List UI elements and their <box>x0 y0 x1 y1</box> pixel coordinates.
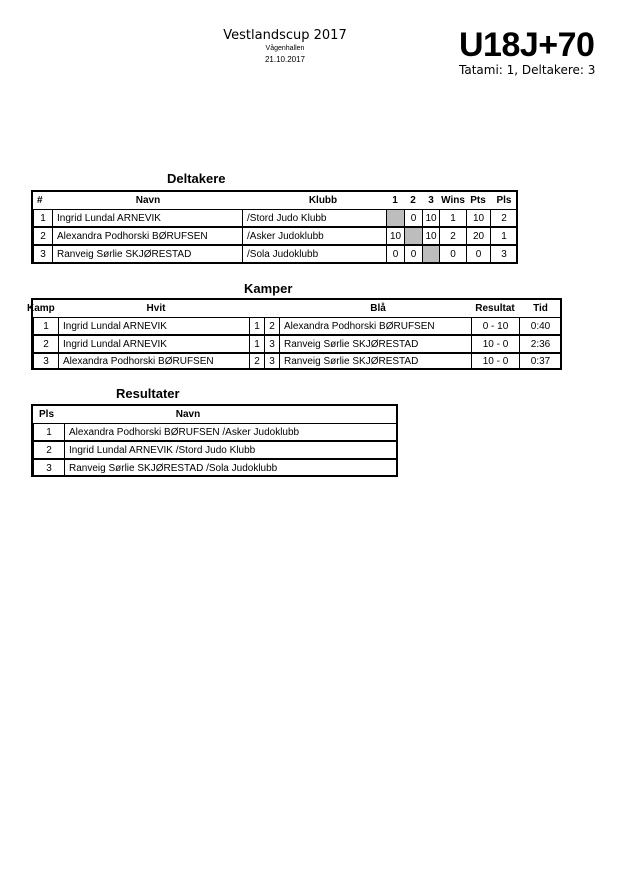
header-pts: Pts <box>470 195 486 206</box>
result-placement: 2 <box>33 441 65 459</box>
blue-fighter: Ranveig Sørlie SKJØRESTAD <box>279 353 472 370</box>
points: 0 <box>466 245 491 263</box>
header-pls: Pls <box>496 195 512 206</box>
participant-name: Alexandra Podhorski BØRUFSEN <box>52 227 243 245</box>
wins: 1 <box>439 209 467 227</box>
points: 20 <box>466 227 491 245</box>
matches-heading: Kamper <box>244 281 293 296</box>
blue-number: 2 <box>264 317 280 335</box>
row-num: 2 <box>33 227 53 245</box>
result-name: Ranveig Sørlie SKJØRESTAD /Sola Judoklubb <box>64 459 398 477</box>
results-table <box>31 404 398 477</box>
row-num: 1 <box>33 209 53 227</box>
score-c2: 0 <box>404 209 423 227</box>
match-num: 1 <box>33 317 59 335</box>
participant-name: Ranveig Sørlie SKJØRESTAD <box>52 245 243 263</box>
participants-header-row <box>33 192 516 209</box>
match-time: 0:40 <box>519 317 562 335</box>
participant-club: /Stord Judo Klubb <box>242 209 387 227</box>
table-row <box>33 335 560 353</box>
venue: Vågenhallen <box>265 45 305 52</box>
wins: 2 <box>439 227 467 245</box>
blue-number: 3 <box>264 335 280 353</box>
result-name: Alexandra Podhorski BØRUFSEN /Asker Judoklubb <box>64 423 398 441</box>
table-row <box>33 227 516 245</box>
header-match-num: Kamp <box>27 303 55 314</box>
white-number: 1 <box>249 317 265 335</box>
category-title: U18J+70 <box>459 26 595 64</box>
header-pls: Pls <box>39 409 55 420</box>
header-blue: Blå <box>370 303 386 314</box>
white-number: 2 <box>249 353 265 370</box>
table-row <box>33 353 560 370</box>
wins: 0 <box>439 245 467 263</box>
row-num: 3 <box>33 245 53 263</box>
score-c1: 0 <box>386 245 405 263</box>
tournament-title: Vestlandscup 2017 <box>223 28 347 43</box>
table-row <box>33 317 560 335</box>
header-num: # <box>37 195 43 206</box>
match-result: 0 - 10 <box>471 317 520 335</box>
header-club: Klubb <box>308 195 338 206</box>
participant-club: /Sola Judoklubb <box>242 245 387 263</box>
header-c1: 1 <box>392 195 398 206</box>
participant-club: /Asker Judoklubb <box>242 227 387 245</box>
score-c1: 10 <box>386 227 405 245</box>
score-c3: 10 <box>422 209 440 227</box>
score-c3 <box>422 245 440 263</box>
placement: 1 <box>490 227 518 245</box>
placement: 2 <box>490 209 518 227</box>
header-c3: 3 <box>428 195 434 206</box>
event-date: 21.10.2017 <box>264 55 306 64</box>
score-c3: 10 <box>422 227 440 245</box>
participants-heading: Deltakere <box>167 171 226 186</box>
tatami-info: Tatami: 1, Deltakere: 3 <box>459 63 596 77</box>
score-c2: 0 <box>404 245 423 263</box>
blue-fighter: Ranveig Sørlie SKJØRESTAD <box>279 335 472 353</box>
blue-number: 3 <box>264 353 280 370</box>
matches-table <box>27 298 562 370</box>
score-c2 <box>404 227 423 245</box>
blue-fighter: Alexandra Podhorski BØRUFSEN <box>279 317 472 335</box>
match-result: 10 - 0 <box>471 353 520 370</box>
match-num: 2 <box>33 335 59 353</box>
table-row <box>33 441 396 459</box>
result-placement: 3 <box>33 459 65 477</box>
header-result: Resultat <box>475 303 515 314</box>
table-row <box>33 209 516 227</box>
header-c2: 2 <box>410 195 416 206</box>
points: 10 <box>466 209 491 227</box>
match-time: 2:36 <box>519 335 562 353</box>
header-white: Hvit <box>146 303 166 314</box>
white-fighter: Ingrid Lundal ARNEVIK <box>58 317 250 335</box>
score-c1 <box>386 209 405 227</box>
header-name: Navn <box>135 195 161 206</box>
result-placement: 1 <box>33 423 65 441</box>
white-fighter: Alexandra Podhorski BØRUFSEN <box>58 353 250 370</box>
results-heading: Resultater <box>116 386 180 401</box>
participants-table <box>31 190 518 264</box>
header-time: Tid <box>533 303 548 314</box>
white-fighter: Ingrid Lundal ARNEVIK <box>58 335 250 353</box>
header-wins: Wins <box>441 195 465 206</box>
match-num: 3 <box>33 353 59 370</box>
table-row <box>33 245 516 263</box>
placement: 3 <box>490 245 518 263</box>
white-number: 1 <box>249 335 265 353</box>
match-time: 0:37 <box>519 353 562 370</box>
header-name: Navn <box>175 409 201 420</box>
matches-header-row <box>27 300 560 317</box>
table-row <box>33 423 396 441</box>
match-result: 10 - 0 <box>471 335 520 353</box>
table-row <box>33 459 396 477</box>
participant-name: Ingrid Lundal ARNEVIK <box>52 209 243 227</box>
result-name: Ingrid Lundal ARNEVIK /Stord Judo Klubb <box>64 441 398 459</box>
results-header-row <box>33 406 396 423</box>
